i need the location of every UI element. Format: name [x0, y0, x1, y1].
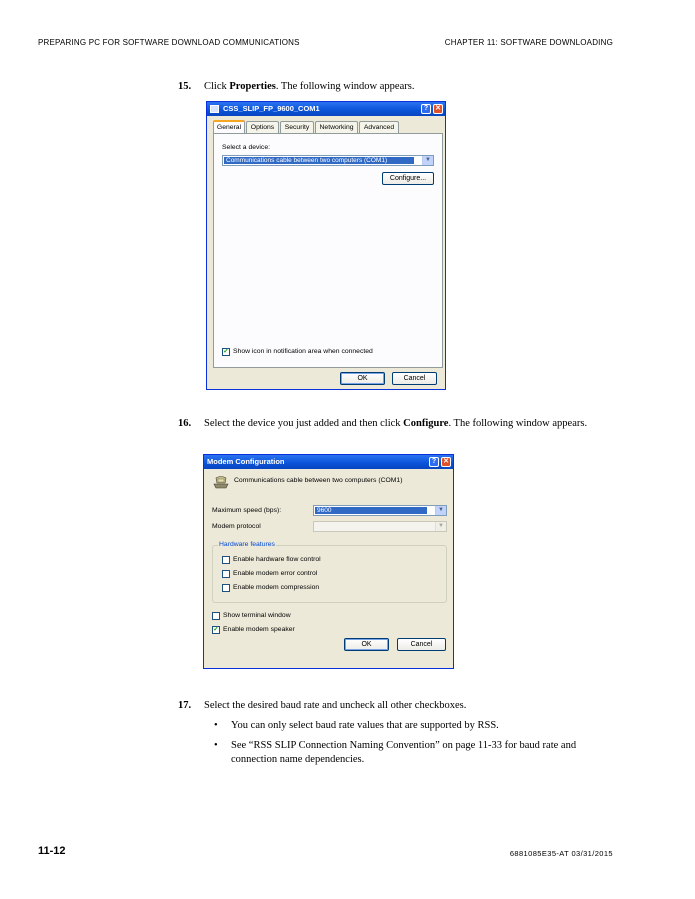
bullet-marker: •	[214, 720, 218, 731]
modem-titlebar	[204, 455, 453, 469]
general-tab-panel	[213, 133, 443, 368]
checkmark-icon: ✓	[223, 348, 229, 355]
modem-title: Modem Configuration	[207, 457, 285, 466]
help-icon[interactable]: ?	[421, 104, 431, 114]
device-select[interactable]	[222, 155, 434, 166]
tab-networking[interactable]: Networking	[315, 121, 358, 133]
step-text: Select the device you just added and then click Configure. The following window appears.	[204, 418, 588, 429]
step-text: Select the desired baud rate and uncheck all other checkboxes.	[204, 700, 467, 711]
tab-general[interactable]: General	[213, 120, 245, 133]
hw-flow-checkbox[interactable]	[222, 556, 230, 564]
help-icon[interactable]: ?	[429, 457, 439, 467]
ok-button[interactable]: OK	[344, 638, 389, 651]
hw-flow-label: Enable hardware flow control	[233, 556, 321, 563]
chevron-down-icon[interactable]: ▼	[435, 506, 446, 515]
tab-advanced[interactable]: Advanced	[359, 121, 399, 133]
notify-checkbox[interactable]	[222, 348, 230, 356]
select-device-label: Select a device:	[222, 144, 270, 151]
device-select-value: Communications cable between two computers (COM1)	[224, 157, 414, 164]
max-speed-select[interactable]	[313, 505, 447, 516]
properties-dialog	[206, 101, 446, 390]
terminal-window-checkbox[interactable]	[212, 612, 220, 620]
tab-security[interactable]: Security	[280, 121, 314, 133]
modem-protocol-label: Modem protocol	[212, 523, 261, 530]
properties-title: CSS_SLIP_FP_9600_COM1	[223, 104, 320, 113]
connection-icon	[210, 105, 219, 113]
step-number: 17.	[178, 700, 192, 711]
chevron-down-icon: ▼	[435, 522, 446, 531]
hardware-features-title: Hardware features	[219, 541, 275, 548]
modem-configuration-dialog	[203, 454, 454, 669]
modem-speaker-label: Enable modem speaker	[223, 626, 295, 633]
error-control-checkbox[interactable]	[222, 570, 230, 578]
modem-protocol-select	[313, 521, 447, 532]
running-header-right: CHAPTER 11: SOFTWARE DOWNLOADING	[444, 38, 613, 47]
cancel-button[interactable]: Cancel	[397, 638, 446, 651]
ok-button[interactable]: OK	[340, 372, 385, 385]
bullet-marker: •	[214, 740, 218, 751]
configure-button[interactable]: Configure...	[382, 172, 434, 185]
max-speed-label: Maximum speed (bps):	[212, 507, 282, 514]
bullet-text: You can only select baud rate values that are supported by RSS.	[231, 720, 499, 731]
page-number: 11-12	[38, 845, 66, 857]
compression-checkbox[interactable]	[222, 584, 230, 592]
step-number: 16.	[178, 418, 192, 429]
terminal-window-label: Show terminal window	[223, 612, 291, 619]
bullet-text: See “RSS SLIP Connection Naming Convention” on page 11-33 for baud rate and connection name dependencies.	[231, 740, 577, 765]
step-text: Click Properties. The following window appears.	[204, 81, 415, 92]
step-number: 15.	[178, 81, 192, 92]
checkmark-icon: ✓	[213, 626, 219, 633]
error-control-label: Enable modem error control	[233, 570, 318, 577]
close-icon[interactable]: ✕	[433, 104, 443, 114]
properties-titlebar	[207, 102, 445, 116]
compression-label: Enable modem compression	[233, 584, 320, 591]
tab-options[interactable]: Options	[246, 121, 279, 133]
running-header-left: PREPARING PC FOR SOFTWARE DOWNLOAD COMMUNICATIONS	[38, 38, 300, 47]
close-icon[interactable]: ✕	[441, 457, 451, 467]
document-id: 6881085E35-AT 03/31/2015	[509, 849, 613, 858]
modem-speaker-checkbox[interactable]	[212, 626, 220, 634]
chevron-down-icon[interactable]: ▼	[422, 156, 433, 165]
max-speed-value: 9600	[315, 507, 427, 514]
cancel-button[interactable]: Cancel	[392, 372, 437, 385]
modem-icon	[212, 475, 230, 489]
device-name-text: Communications cable between two computers (COM1)	[234, 477, 403, 484]
notify-checkbox-label: Show icon in notification area when connected	[233, 348, 373, 355]
